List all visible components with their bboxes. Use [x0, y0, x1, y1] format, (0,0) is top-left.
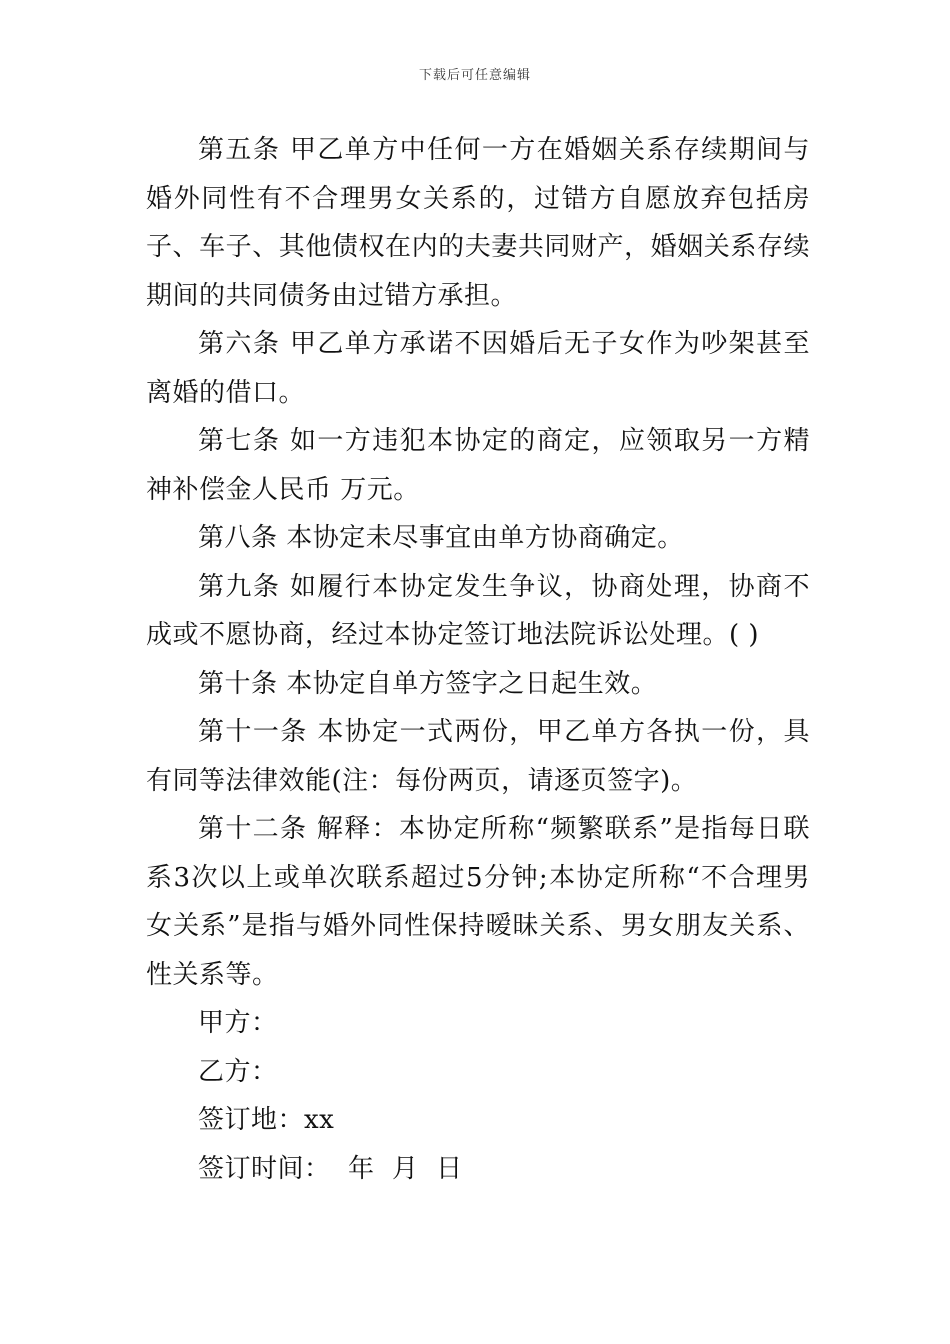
- clause-11: 第十一条 本协定一式两份，甲乙单方各执一份，具有同等法律效能(注：每份两页，请逐页签字)。: [146, 717, 810, 796]
- clause-5: 第五条 甲乙单方中任何一方在婚姻关系存续期间与婚外同性有不合理男女关系的，过错方自愿放弃包括房子、车子、其他债权在内的夫妻共同财产，婚姻关系存续期间的共同债务由过错方承担。: [146, 135, 810, 311]
- signature-date: 签订时间： 年 月 日: [198, 1153, 463, 1184]
- clause-9: 第九条 如履行本协定发生争议，协商处理，协商不成或不愿协商，经过本协定签订地法院诉讼处理。( ): [146, 571, 810, 650]
- signature-place: 签订地：xx: [198, 1105, 335, 1135]
- clause-10: 第十条 本协定自单方签字之日起生效。: [198, 668, 658, 699]
- clause-8: 第八条 本协定未尽事宜由单方协商确定。: [198, 523, 684, 553]
- clause-7: 第七条 如一方违犯本协定的商定，应领取另一方精神补偿金人民币 万元。: [146, 426, 810, 505]
- clause-12: 第十二条 解释：本协定所称“频繁联系”是指每日联系3次以上或单次联系超过5分钟;本协定所称“不合理男女关系”是指与婚外同性保持暧昧关系、男女朋友关系、性关系等。: [146, 814, 810, 990]
- clause-6: 第六条 甲乙单方承诺不因婚后无子女作为吵架甚至离婚的借口。: [146, 329, 810, 408]
- signature-party-b: 乙方：: [198, 1056, 278, 1087]
- signature-party-a: 甲方：: [198, 1008, 278, 1038]
- document-body: [146, 126, 810, 1193]
- page-header-note: 下载后可任意编辑: [418, 68, 531, 83]
